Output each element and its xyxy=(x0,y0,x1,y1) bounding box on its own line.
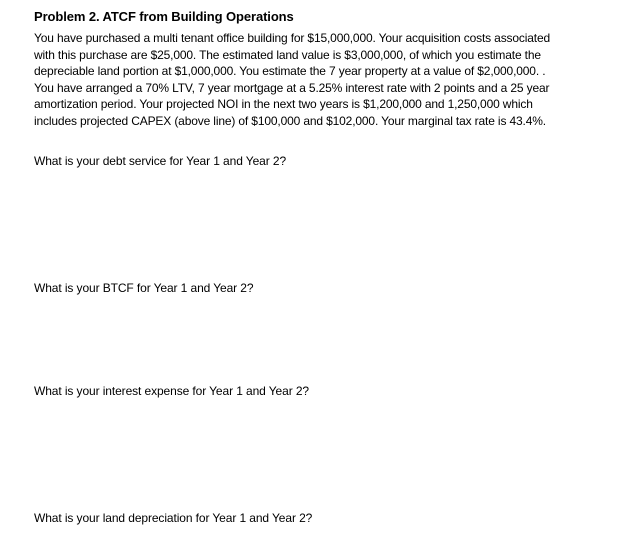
description-line: You have arranged a 70% LTV, 7 year mortgage at a 5.25% interest rate with 2 points and a 25 year xyxy=(34,80,550,95)
description-line: includes projected CAPEX (above line) of $100,000 and $102,000. Your marginal tax rate is 43.4%. xyxy=(34,113,546,128)
question-debt-service: What is your debt service for Year 1 and Year 2? xyxy=(34,154,287,168)
problem-title: Problem 2. ATCF from Building Operations xyxy=(34,9,294,24)
description-line: You have purchased a multi tenant office building for $15,000,000. Your acquisition costs associated xyxy=(34,31,551,45)
problem-description xyxy=(34,30,614,129)
description-line: with this purchase are $25,000. The estimated land value is $3,000,000, of which you estimate the xyxy=(34,47,541,62)
description-line: depreciable land portion at $1,000,000. You estimate the 7 year property at a value of $2,000,000. . xyxy=(34,64,546,78)
question-btcf: What is your BTCF for Year 1 and Year 2? xyxy=(34,281,254,295)
question-interest-expense: What is your interest expense for Year 1 and Year 2? xyxy=(34,384,309,398)
description-line: amortization period. Your projected NOI in the next two years is $1,200,000 and 1,250,000 which xyxy=(34,97,533,111)
question-land-depreciation: What is your land depreciation for Year 1 and Year 2? xyxy=(34,511,313,525)
